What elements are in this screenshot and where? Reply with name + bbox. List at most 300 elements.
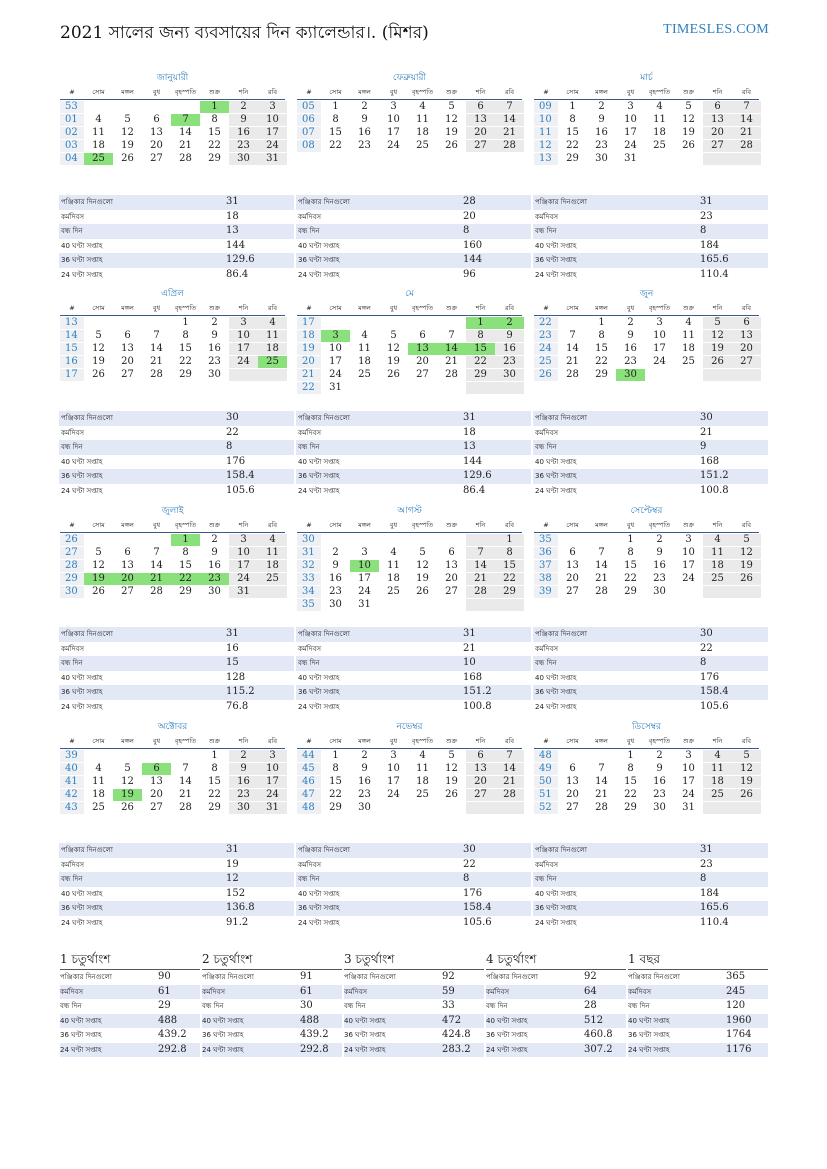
day-cell[interactable]: 12 (682, 113, 695, 125)
day-cell[interactable]: 4 (419, 749, 426, 761)
day-cell[interactable]: 3 (229, 317, 258, 329)
day-cell[interactable]: 18 (416, 126, 429, 138)
day-cell[interactable]: 19 (445, 126, 458, 138)
day-cell[interactable]: 13 (150, 775, 163, 787)
day-cell[interactable]: 28 (179, 152, 192, 164)
day-cell[interactable]: 14 (437, 343, 466, 355)
day-cell[interactable]: 20 (466, 127, 495, 139)
day-cell[interactable]: 22 (495, 573, 524, 585)
day-cell[interactable]: 9 (229, 114, 258, 126)
day-cell[interactable]: 18 (92, 139, 105, 151)
day-cell[interactable]: 18 (682, 342, 695, 354)
day-cell[interactable]: 4 (390, 546, 397, 558)
day-cell[interactable]: 17 (258, 127, 287, 139)
day-cell[interactable]: 20 (732, 343, 761, 355)
day-cell[interactable]: 2 (361, 100, 368, 112)
day-cell[interactable]: 23 (653, 572, 666, 584)
day-cell[interactable]: 1 (627, 749, 634, 761)
day-cell[interactable]: 23 (624, 355, 637, 367)
day-cell[interactable]: 12 (92, 559, 105, 571)
day-cell[interactable]: 19 (682, 126, 695, 138)
day-cell[interactable]: 28 (595, 585, 608, 597)
day-cell[interactable]: 18 (92, 788, 105, 800)
day-cell[interactable]: 9 (361, 113, 368, 125)
day-cell[interactable]: 3 (258, 101, 287, 113)
day-cell[interactable]: 2 (656, 749, 663, 761)
day-cell[interactable]: 21 (466, 573, 495, 585)
day-cell[interactable]: 6 (569, 546, 576, 558)
day-cell[interactable]: 27 (416, 368, 429, 380)
day-cell[interactable]: 31 (358, 598, 371, 610)
day-cell[interactable]: 2 (229, 101, 258, 113)
day-cell[interactable]: 3 (321, 330, 350, 342)
day-cell[interactable]: 6 (732, 317, 761, 329)
day-cell[interactable]: 20 (416, 355, 429, 367)
day-cell[interactable]: 29 (208, 152, 221, 164)
day-cell[interactable]: 13 (703, 114, 732, 126)
day-cell[interactable]: 9 (211, 546, 218, 558)
day-cell[interactable]: 5 (124, 113, 131, 125)
day-cell[interactable]: 16 (358, 775, 371, 787)
day-cell[interactable]: 29 (495, 586, 524, 598)
day-cell[interactable]: 13 (121, 342, 134, 354)
day-cell[interactable]: 26 (416, 585, 429, 597)
day-cell[interactable]: 17 (653, 342, 666, 354)
day-cell[interactable]: 15 (624, 559, 637, 571)
day-cell[interactable]: 15 (179, 559, 192, 571)
day-cell[interactable]: 25 (358, 368, 371, 380)
day-cell[interactable]: 31 (229, 586, 258, 598)
day-cell[interactable]: 28 (566, 368, 579, 380)
day-cell[interactable]: 27 (121, 368, 134, 380)
day-cell[interactable]: 24 (624, 139, 637, 151)
day-cell[interactable]: 8 (332, 113, 339, 125)
day-cell[interactable]: 19 (84, 573, 113, 585)
day-cell[interactable]: 29 (466, 369, 495, 381)
day-cell[interactable]: 31 (682, 801, 695, 813)
day-cell[interactable]: 28 (150, 585, 163, 597)
day-cell[interactable]: 24 (258, 140, 287, 152)
day-cell[interactable]: 3 (685, 533, 692, 545)
day-cell[interactable]: 15 (624, 775, 637, 787)
day-cell[interactable]: 10 (387, 762, 400, 774)
day-cell[interactable]: 3 (685, 749, 692, 761)
day-cell[interactable]: 16 (653, 775, 666, 787)
day-cell[interactable]: 24 (258, 789, 287, 801)
day-cell[interactable]: 16 (208, 342, 221, 354)
day-cell[interactable]: 26 (387, 368, 400, 380)
day-cell[interactable]: 13 (566, 775, 579, 787)
day-cell[interactable]: 7 (171, 114, 200, 126)
day-cell[interactable]: 25 (416, 788, 429, 800)
day-cell[interactable]: 14 (495, 763, 524, 775)
day-cell[interactable]: 12 (445, 762, 458, 774)
day-cell[interactable]: 11 (416, 113, 429, 125)
day-cell[interactable]: 24 (329, 368, 342, 380)
day-cell[interactable]: 12 (121, 126, 134, 138)
day-cell[interactable]: 27 (150, 801, 163, 813)
day-cell[interactable]: 3 (390, 749, 397, 761)
day-cell[interactable]: 12 (445, 113, 458, 125)
day-cell[interactable]: 22 (329, 788, 342, 800)
day-cell[interactable]: 15 (179, 342, 192, 354)
day-cell[interactable]: 4 (703, 534, 732, 546)
day-cell[interactable]: 25 (682, 355, 695, 367)
day-cell[interactable]: 26 (121, 152, 134, 164)
day-cell[interactable]: 17 (358, 572, 371, 584)
day-cell[interactable]: 18 (258, 343, 287, 355)
day-cell[interactable]: 24 (229, 573, 258, 585)
day-cell[interactable]: 7 (466, 547, 495, 559)
day-cell[interactable]: 20 (566, 788, 579, 800)
day-cell[interactable]: 11 (92, 775, 105, 787)
day-cell[interactable]: 14 (595, 775, 608, 787)
day-cell[interactable]: 17 (624, 126, 637, 138)
day-cell[interactable]: 1 (598, 316, 605, 328)
day-cell[interactable]: 29 (329, 801, 342, 813)
day-cell[interactable]: 15 (566, 126, 579, 138)
day-cell[interactable]: 14 (150, 342, 163, 354)
day-cell[interactable]: 30 (208, 585, 221, 597)
day-cell[interactable]: 23 (329, 585, 342, 597)
day-cell[interactable]: 14 (466, 560, 495, 572)
day-cell[interactable]: 19 (387, 355, 400, 367)
day-cell[interactable]: 26 (732, 789, 761, 801)
day-cell[interactable]: 20 (113, 573, 142, 585)
day-cell[interactable]: 14 (179, 775, 192, 787)
day-cell[interactable]: 4 (258, 317, 287, 329)
day-cell[interactable]: 10 (624, 113, 637, 125)
day-cell[interactable]: 4 (703, 750, 732, 762)
day-cell[interactable]: 21 (495, 127, 524, 139)
day-cell[interactable]: 1 (211, 749, 218, 761)
day-cell[interactable]: 4 (656, 100, 663, 112)
day-cell[interactable]: 24 (387, 139, 400, 151)
day-cell[interactable]: 6 (419, 329, 426, 341)
day-cell[interactable]: 27 (466, 789, 495, 801)
day-cell[interactable]: 19 (416, 572, 429, 584)
day-cell[interactable]: 11 (92, 126, 105, 138)
day-cell[interactable]: 18 (258, 560, 287, 572)
day-cell[interactable]: 13 (466, 763, 495, 775)
day-cell[interactable]: 28 (150, 368, 163, 380)
day-cell[interactable]: 7 (448, 329, 455, 341)
day-cell[interactable]: 23 (595, 139, 608, 151)
day-cell[interactable]: 5 (732, 534, 761, 546)
day-cell[interactable]: 25 (703, 789, 732, 801)
day-cell[interactable]: 27 (566, 801, 579, 813)
day-cell[interactable]: 2 (495, 317, 524, 329)
day-cell[interactable]: 5 (448, 749, 455, 761)
day-cell[interactable]: 8 (332, 762, 339, 774)
day-cell[interactable]: 18 (703, 776, 732, 788)
day-cell[interactable]: 6 (466, 750, 495, 762)
day-cell[interactable]: 11 (416, 762, 429, 774)
day-cell[interactable]: 8 (598, 329, 605, 341)
day-cell[interactable]: 24 (682, 788, 695, 800)
day-cell[interactable]: 16 (229, 776, 258, 788)
day-cell[interactable]: 16 (329, 572, 342, 584)
day-cell[interactable]: 8 (211, 113, 218, 125)
day-cell[interactable]: 6 (569, 762, 576, 774)
day-cell[interactable]: 19 (92, 355, 105, 367)
day-cell[interactable]: 24 (358, 585, 371, 597)
day-cell[interactable]: 26 (445, 788, 458, 800)
day-cell[interactable]: 20 (466, 776, 495, 788)
day-cell[interactable]: 15 (466, 343, 495, 355)
day-cell[interactable]: 28 (732, 140, 761, 152)
day-cell[interactable]: 25 (92, 801, 105, 813)
day-cell[interactable]: 2 (598, 100, 605, 112)
day-cell[interactable]: 7 (569, 329, 576, 341)
day-cell[interactable]: 12 (703, 330, 732, 342)
day-cell[interactable]: 28 (495, 789, 524, 801)
day-cell[interactable]: 18 (416, 775, 429, 787)
day-cell[interactable]: 27 (566, 585, 579, 597)
day-cell[interactable]: 5 (95, 329, 102, 341)
day-cell[interactable]: 19 (703, 343, 732, 355)
day-cell[interactable]: 28 (466, 586, 495, 598)
day-cell[interactable]: 16 (358, 126, 371, 138)
day-cell[interactable]: 25 (703, 573, 732, 585)
day-cell[interactable]: 13 (466, 114, 495, 126)
day-cell[interactable]: 30 (495, 369, 524, 381)
day-cell[interactable]: 29 (624, 801, 637, 813)
day-cell[interactable]: 28 (445, 368, 458, 380)
day-cell[interactable]: 4 (419, 100, 426, 112)
day-cell[interactable]: 22 (466, 356, 495, 368)
day-cell[interactable]: 1 (171, 534, 200, 546)
day-cell[interactable]: 8 (569, 113, 576, 125)
day-cell[interactable]: 22 (171, 573, 200, 585)
day-cell[interactable]: 3 (390, 100, 397, 112)
day-cell[interactable]: 8 (627, 762, 634, 774)
day-cell[interactable]: 4 (258, 534, 287, 546)
day-cell[interactable]: 7 (598, 762, 605, 774)
day-cell[interactable]: 8 (182, 329, 189, 341)
day-cell[interactable]: 30 (229, 153, 258, 165)
day-cell[interactable]: 5 (703, 317, 732, 329)
day-cell[interactable]: 13 (408, 343, 437, 355)
day-cell[interactable]: 9 (495, 330, 524, 342)
day-cell[interactable]: 20 (566, 572, 579, 584)
day-cell[interactable]: 7 (495, 750, 524, 762)
day-cell[interactable]: 2 (332, 546, 339, 558)
day-cell[interactable]: 27 (445, 585, 458, 597)
day-cell[interactable]: 22 (595, 355, 608, 367)
day-cell[interactable]: 23 (358, 788, 371, 800)
day-cell[interactable]: 19 (445, 775, 458, 787)
day-cell[interactable]: 3 (361, 546, 368, 558)
day-cell[interactable]: 21 (595, 572, 608, 584)
day-cell[interactable]: 13 (732, 330, 761, 342)
day-cell[interactable]: 13 (150, 126, 163, 138)
day-cell[interactable]: 15 (329, 126, 342, 138)
day-cell[interactable]: 8 (495, 547, 524, 559)
day-cell[interactable]: 29 (179, 585, 192, 597)
day-cell[interactable]: 16 (495, 343, 524, 355)
day-cell[interactable]: 6 (153, 113, 160, 125)
day-cell[interactable]: 5 (732, 750, 761, 762)
day-cell[interactable]: 1 (466, 317, 495, 329)
day-cell[interactable]: 15 (595, 342, 608, 354)
day-cell[interactable]: 23 (653, 788, 666, 800)
day-cell[interactable]: 25 (416, 139, 429, 151)
day-cell[interactable]: 26 (121, 801, 134, 813)
day-cell[interactable]: 5 (95, 546, 102, 558)
day-cell[interactable]: 29 (566, 152, 579, 164)
day-cell[interactable]: 21 (595, 788, 608, 800)
day-cell[interactable]: 28 (595, 801, 608, 813)
day-cell[interactable]: 5 (448, 100, 455, 112)
day-cell[interactable]: 24 (653, 355, 666, 367)
day-cell[interactable]: 17 (229, 343, 258, 355)
day-cell[interactable]: 24 (682, 572, 695, 584)
day-cell[interactable]: 21 (732, 127, 761, 139)
day-cell[interactable]: 9 (361, 762, 368, 774)
day-cell[interactable]: 17 (682, 559, 695, 571)
day-cell[interactable]: 3 (656, 316, 663, 328)
day-cell[interactable]: 2 (211, 533, 218, 545)
day-cell[interactable]: 16 (653, 559, 666, 571)
day-cell[interactable]: 11 (258, 547, 287, 559)
day-cell[interactable]: 18 (703, 560, 732, 572)
day-cell[interactable]: 19 (732, 776, 761, 788)
day-cell[interactable]: 10 (387, 113, 400, 125)
day-cell[interactable]: 13 (566, 559, 579, 571)
day-cell[interactable]: 2 (656, 533, 663, 545)
day-cell[interactable]: 16 (208, 559, 221, 571)
day-cell[interactable]: 29 (624, 585, 637, 597)
day-cell[interactable]: 1 (569, 100, 576, 112)
day-cell[interactable]: 30 (595, 152, 608, 164)
day-cell[interactable]: 10 (653, 329, 666, 341)
day-cell[interactable]: 6 (142, 763, 171, 775)
day-cell[interactable]: 20 (445, 572, 458, 584)
day-cell[interactable]: 9 (211, 329, 218, 341)
day-cell[interactable]: 11 (703, 763, 732, 775)
day-cell[interactable]: 23 (495, 356, 524, 368)
day-cell[interactable]: 7 (153, 329, 160, 341)
day-cell[interactable]: 9 (656, 762, 663, 774)
day-cell[interactable]: 16 (229, 127, 258, 139)
day-cell[interactable]: 9 (598, 113, 605, 125)
day-cell[interactable]: 10 (350, 560, 379, 572)
day-cell[interactable]: 20 (121, 355, 134, 367)
day-cell[interactable]: 30 (653, 801, 666, 813)
day-cell[interactable]: 26 (445, 139, 458, 151)
day-cell[interactable]: 23 (200, 573, 229, 585)
day-cell[interactable]: 26 (703, 356, 732, 368)
day-cell[interactable]: 10 (258, 114, 287, 126)
day-cell[interactable]: 8 (466, 330, 495, 342)
day-cell[interactable]: 28 (179, 801, 192, 813)
day-cell[interactable]: 21 (142, 573, 171, 585)
day-cell[interactable]: 2 (229, 750, 258, 762)
day-cell[interactable]: 30 (229, 802, 258, 814)
day-cell[interactable]: 17 (258, 776, 287, 788)
day-cell[interactable]: 9 (229, 763, 258, 775)
day-cell[interactable]: 25 (258, 356, 287, 368)
day-cell[interactable]: 3 (258, 750, 287, 762)
day-cell[interactable]: 5 (685, 100, 692, 112)
day-cell[interactable]: 23 (208, 355, 221, 367)
day-cell[interactable]: 19 (732, 560, 761, 572)
day-cell[interactable]: 1 (332, 749, 339, 761)
day-cell[interactable]: 15 (208, 775, 221, 787)
day-cell[interactable]: 13 (121, 559, 134, 571)
day-cell[interactable]: 6 (466, 101, 495, 113)
day-cell[interactable]: 28 (495, 140, 524, 152)
day-cell[interactable]: 23 (229, 789, 258, 801)
day-cell[interactable]: 25 (387, 585, 400, 597)
day-cell[interactable]: 29 (179, 368, 192, 380)
day-cell[interactable]: 4 (95, 113, 102, 125)
day-cell[interactable]: 27 (732, 356, 761, 368)
day-cell[interactable]: 10 (229, 330, 258, 342)
day-cell[interactable]: 3 (627, 100, 634, 112)
day-cell[interactable]: 9 (332, 559, 339, 571)
day-cell[interactable]: 17 (387, 126, 400, 138)
day-cell[interactable]: 22 (566, 139, 579, 151)
day-cell[interactable]: 4 (685, 316, 692, 328)
day-cell[interactable]: 25 (258, 573, 287, 585)
day-cell[interactable]: 22 (624, 788, 637, 800)
day-cell[interactable]: 1 (627, 533, 634, 545)
day-cell[interactable]: 31 (258, 802, 287, 814)
day-cell[interactable]: 24 (229, 356, 258, 368)
day-cell[interactable]: 3 (229, 534, 258, 546)
day-cell[interactable]: 2 (627, 316, 634, 328)
day-cell[interactable]: 21 (150, 355, 163, 367)
day-cell[interactable]: 17 (329, 355, 342, 367)
day-cell[interactable]: 20 (150, 788, 163, 800)
day-cell[interactable]: 15 (208, 126, 221, 138)
day-cell[interactable]: 22 (179, 355, 192, 367)
day-cell[interactable]: 14 (179, 126, 192, 138)
day-cell[interactable]: 1 (182, 316, 189, 328)
day-cell[interactable]: 27 (121, 585, 134, 597)
day-cell[interactable]: 7 (732, 101, 761, 113)
day-cell[interactable]: 12 (732, 547, 761, 559)
day-cell[interactable]: 26 (92, 585, 105, 597)
day-cell[interactable]: 26 (92, 368, 105, 380)
day-cell[interactable]: 21 (495, 776, 524, 788)
day-cell[interactable]: 31 (624, 152, 637, 164)
day-cell[interactable]: 21 (179, 788, 192, 800)
day-cell[interactable]: 7 (598, 546, 605, 558)
day-cell[interactable]: 20 (703, 127, 732, 139)
day-cell[interactable]: 14 (150, 559, 163, 571)
day-cell[interactable]: 29 (208, 801, 221, 813)
day-cell[interactable]: 1 (332, 100, 339, 112)
day-cell[interactable]: 11 (682, 329, 695, 341)
day-cell[interactable]: 4 (361, 329, 368, 341)
day-cell[interactable]: 10 (258, 763, 287, 775)
site-brand-link[interactable]: TIMESLES.COM (663, 22, 769, 37)
day-cell[interactable]: 15 (329, 775, 342, 787)
day-cell[interactable]: 5 (124, 762, 131, 774)
day-cell[interactable]: 12 (121, 775, 134, 787)
day-cell[interactable]: 13 (445, 559, 458, 571)
day-cell[interactable]: 4 (95, 762, 102, 774)
day-cell[interactable]: 14 (732, 114, 761, 126)
day-cell[interactable]: 8 (182, 546, 189, 558)
day-cell[interactable]: 14 (595, 559, 608, 571)
day-cell[interactable]: 20 (150, 139, 163, 151)
day-cell[interactable]: 30 (358, 801, 371, 813)
day-cell[interactable]: 31 (329, 381, 342, 393)
